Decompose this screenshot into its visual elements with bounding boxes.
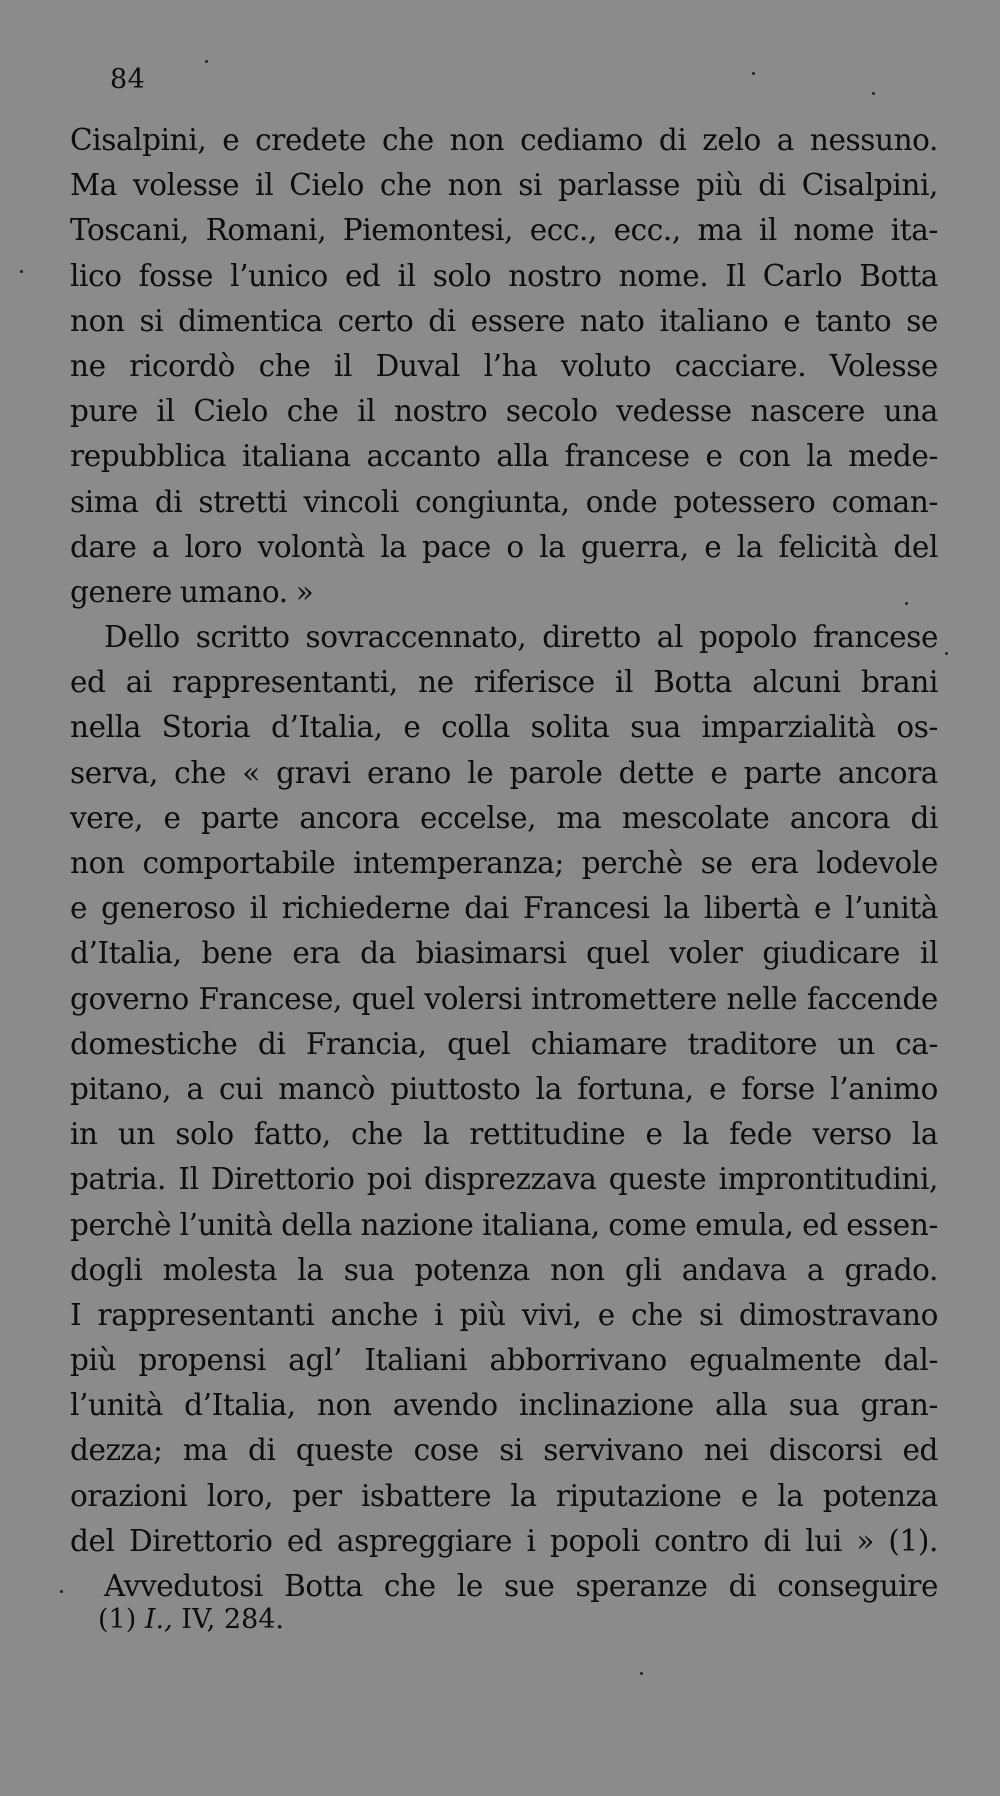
text-line: d’Italia, bene era da biasimarsi quel voler giudicare il — [70, 936, 938, 971]
text-line: serva, che « gravi erano le parole dette e parte ancora — [70, 755, 938, 790]
paragraph-start-line: Avvedutosi Botta che le sue speranze di conseguire — [104, 1569, 938, 1603]
scan-speck — [60, 1590, 63, 1593]
text-line: lico fosse l’unico ed il solo nostro nome. Il Carlo Botta — [70, 258, 938, 293]
text-line: perchè l’unità della nazione italiana, come emula, ed essen- — [70, 1207, 938, 1242]
text-line: in un solo fatto, che la rettitudine e la fede verso la — [70, 1117, 938, 1152]
text-line: non si dimentica certo di essere nato italiano e tanto se — [70, 303, 938, 338]
text-line: ed ai rappresentanti, ne riferisce il Botta alcuni brani — [70, 665, 938, 700]
footnote-marker: (1) — [98, 1604, 137, 1635]
text-line: genere umano. » — [70, 574, 314, 609]
text-line: del Direttorio ed aspreggiare i popoli contro di lui » (1). — [70, 1523, 938, 1558]
scan-speck — [945, 652, 948, 655]
text-line: patria. Il Direttorio poi disprezzava queste improntitudini, — [70, 1162, 938, 1197]
text-line: orazioni loro, per isbattere la riputazione e la potenza — [70, 1478, 938, 1513]
scan-speck — [20, 270, 23, 273]
text-line: dezza; ma di queste cose si servivano nei discorsi ed — [70, 1433, 938, 1468]
text-line: Cisalpini, e credete che non cediamo di zelo a nessuno. — [70, 123, 938, 157]
scan-speck — [752, 72, 755, 75]
text-line: Ma volesse il Cielo che non si parlasse più di Cisalpini, — [70, 168, 938, 203]
text-line: sima di stretti vincoli congiunta, onde potessero coman- — [70, 484, 938, 519]
text-line: pure il Cielo che il nostro secolo vedesse nascere una — [70, 394, 938, 429]
text-line: e generoso il richiederne dai Francesi la libertà e l’unità — [70, 891, 938, 926]
text-line: nella Storia d’Italia, e colla solita sua imparzialità os- — [70, 710, 938, 745]
text-line: pitano, a cui mancò piuttosto la fortuna, e forse l’animo — [70, 1071, 938, 1106]
text-line: Toscani, Romani, Piemontesi, ecc., ecc., ma il nome ita- — [70, 213, 938, 248]
scan-speck — [205, 60, 208, 63]
text-line: l’unità d’Italia, non avendo inclinazione alla sua gran- — [70, 1388, 938, 1423]
text-line: dogli molesta la sua potenza non gli andava a grado. — [70, 1252, 938, 1287]
text-line: domestiche di Francia, quel chiamare traditore un ca- — [70, 1026, 938, 1061]
paragraph-start-line: Dello scritto sovraccennato, diretto al popolo francese — [104, 620, 938, 655]
text-line: governo Francese, quel volersi intromettere nelle faccende — [70, 981, 938, 1016]
scan-speck — [905, 602, 908, 605]
text-line: ne ricordò che il Duval l’ha voluto cacciare. Volesse — [70, 348, 938, 383]
footnote — [98, 1606, 284, 1633]
footnote-text: IV, 284. — [181, 1604, 285, 1635]
text-line: non comportabile intemperanza; perchè se era lodevole — [70, 846, 938, 880]
text-line: dare a loro volontà la pace o la guerra, e la felicità del — [70, 529, 938, 564]
text-line: vere, e parte ancora eccelse, ma mescolate ancora di — [70, 800, 938, 835]
body-text — [70, 118, 938, 1609]
page-number: 84 — [110, 64, 146, 95]
text-line: più propensi agl’ Italiani abborrivano egualmente dal- — [70, 1343, 938, 1378]
text-line: repubblica italiana accanto alla francese e con la mede- — [70, 439, 938, 474]
scan-speck — [640, 1672, 643, 1675]
text-line: I rappresentanti anche i più vivi, e che si dimostravano — [70, 1297, 938, 1332]
scan-speck — [872, 92, 875, 95]
footnote-reference: I., — [144, 1604, 173, 1635]
